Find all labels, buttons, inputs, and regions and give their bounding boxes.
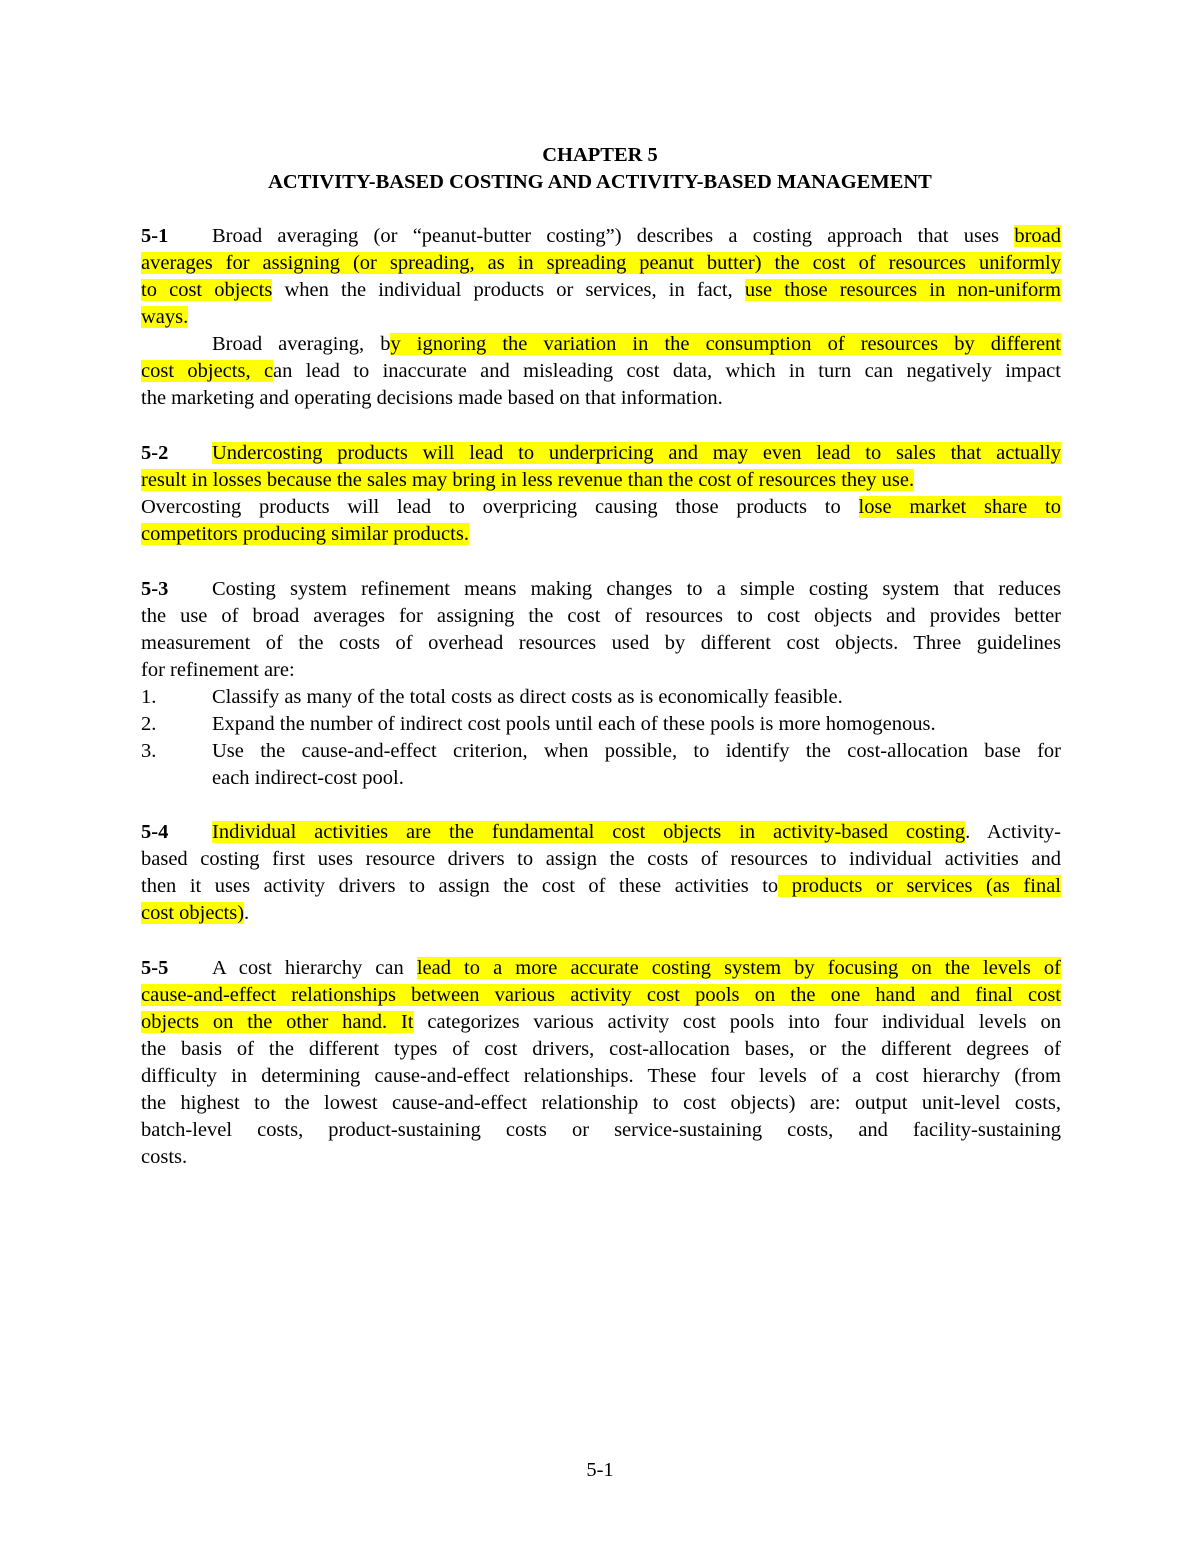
highlight: products or services (as final bbox=[778, 875, 1061, 897]
section-5-5-line-6: the highest to the lowest cause-and-effect relationship to cost objects) are: output unit-level costs, bbox=[141, 1092, 1061, 1114]
highlight: broad bbox=[1014, 225, 1061, 247]
section-5-2-line-4 bbox=[141, 521, 1061, 548]
section-5-4-line-3: then it uses activity drivers to assign the cost of these activities to products or services (as final bbox=[141, 875, 1061, 897]
highlight: cost objects, c bbox=[141, 360, 274, 382]
section-5-1-line-5: Broad averaging, by ignoring the variation in the consumption of resources by different bbox=[212, 333, 1061, 355]
section-5-5-line-3: objects on the other hand. It categorizes various activity cost pools into four individual levels on bbox=[141, 1011, 1061, 1033]
section-number: 5-3 bbox=[141, 578, 169, 600]
highlight: objects on the other hand. It bbox=[141, 1011, 414, 1033]
highlight: averages for assigning (or spreading, as in spreading peanut butter) the cost of resources uniformly bbox=[141, 252, 1061, 274]
section-5-1-line-4 bbox=[141, 304, 1061, 331]
section-5-2-line-1 bbox=[141, 440, 1061, 467]
section-5-3 bbox=[141, 576, 1061, 792]
highlight: to cost objects bbox=[141, 279, 273, 301]
highlight: lead to a more accurate costing system by focusing on the levels of bbox=[416, 957, 1061, 979]
section-number: 5-2 bbox=[141, 442, 169, 464]
section-5-1-line-7: the marketing and operating decisions made based on that information. bbox=[141, 387, 723, 409]
section-5-4-line-2: based costing first uses resource drivers to assign the costs of resources to individual activities and bbox=[141, 848, 1061, 870]
chapter-title: ACTIVITY-BASED COSTING AND ACTIVITY-BASED MANAGEMENT bbox=[268, 171, 932, 193]
highlight: Undercosting products will lead to underpricing and may even lead to sales that actually bbox=[212, 442, 1061, 464]
section-5-5-line-4: the basis of the different types of cost drivers, cost-allocation bases, or the different degrees of bbox=[141, 1038, 1061, 1060]
section-5-5 bbox=[141, 955, 1061, 1171]
section-5-4-line-1: 5-4 Individual activities are the fundamental cost objects in activity-based costing. Activity- bbox=[141, 819, 1061, 846]
section-5-5-line-5: difficulty in determining cause-and-effect relationships. These four levels of a cost hierarchy (from bbox=[141, 1065, 1061, 1087]
highlight: lose market share to bbox=[858, 496, 1061, 518]
highlight: Individual activities are the fundamental cost objects in activity-based costing bbox=[212, 821, 966, 843]
section-5-2-line-2 bbox=[141, 467, 1061, 494]
section-5-4 bbox=[141, 819, 1061, 927]
highlight: cost objects) bbox=[141, 902, 245, 924]
section-number: 5-4 bbox=[141, 821, 169, 843]
section-5-3-line-1: 5-3 Costing system refinement means making changes to a simple costing system that reduces bbox=[141, 576, 1061, 603]
section-5-5-line-8: costs. bbox=[141, 1146, 188, 1168]
highlight: cause-and-effect relationships between various activity cost pools on the one hand and final cost bbox=[141, 984, 1061, 1006]
section-5-5-line-1: 5-5 A cost hierarchy can lead to a more accurate costing system by focusing on the levels of bbox=[141, 955, 1061, 982]
highlight: y ignoring the variation in the consumption of resources by different bbox=[390, 333, 1061, 355]
section-5-2 bbox=[141, 440, 1061, 548]
section-5-1-line-2 bbox=[141, 250, 1061, 277]
highlight: ways. bbox=[141, 306, 189, 328]
section-5-3-line-3: measurement of the costs of overhead resources used by different cost objects. Three guidelines bbox=[141, 632, 1061, 654]
section-5-4-line-4: cost objects). bbox=[141, 902, 250, 924]
section-5-1-line-1: 5-1 Broad averaging (or “peanut-butter costing”) describes a costing approach that uses broad bbox=[141, 223, 1061, 250]
list-item-continuation: each indirect-cost pool. bbox=[212, 767, 404, 789]
section-5-3-line-4: for refinement are: bbox=[141, 659, 295, 681]
list-item: 1. Classify as many of the total costs as direct costs as is economically feasible. bbox=[141, 686, 843, 708]
section-5-5-line-2 bbox=[141, 982, 1061, 1009]
list-item: 2. Expand the number of indirect cost pools until each of these pools is more homogenous. bbox=[141, 713, 936, 735]
section-number: 5-1 bbox=[141, 225, 169, 247]
highlight: result in losses because the sales may bring in less revenue than the cost of resources they use. bbox=[141, 469, 915, 491]
section-5-5-line-7: batch-level costs, product-sustaining costs or service-sustaining costs, and facility-sustaining bbox=[141, 1119, 1061, 1141]
section-5-2-line-3: Overcosting products will lead to overpricing causing those products to lose market share to bbox=[141, 496, 1061, 518]
list-item: 3. Use the cause-and-effect criterion, when possible, to identify the cost-allocation base for bbox=[141, 740, 1061, 762]
page-number: 5-1 bbox=[586, 1459, 614, 1481]
section-number: 5-5 bbox=[141, 957, 169, 979]
section-5-1-line-3: to cost objects when the individual products or services, in fact, use those resources in non-uniform bbox=[141, 279, 1061, 301]
chapter-number: CHAPTER 5 bbox=[542, 144, 658, 166]
highlight: competitors producing similar products. bbox=[141, 523, 469, 545]
section-5-3-line-2: the use of broad averages for assigning the cost of resources to cost objects and provides better bbox=[141, 605, 1061, 627]
section-5-1 bbox=[141, 223, 1061, 412]
highlight: use those resources in non-uniform bbox=[744, 279, 1061, 301]
section-5-1-line-6: cost objects, can lead to inaccurate and misleading cost data, which in turn can negatively impact bbox=[141, 360, 1061, 382]
